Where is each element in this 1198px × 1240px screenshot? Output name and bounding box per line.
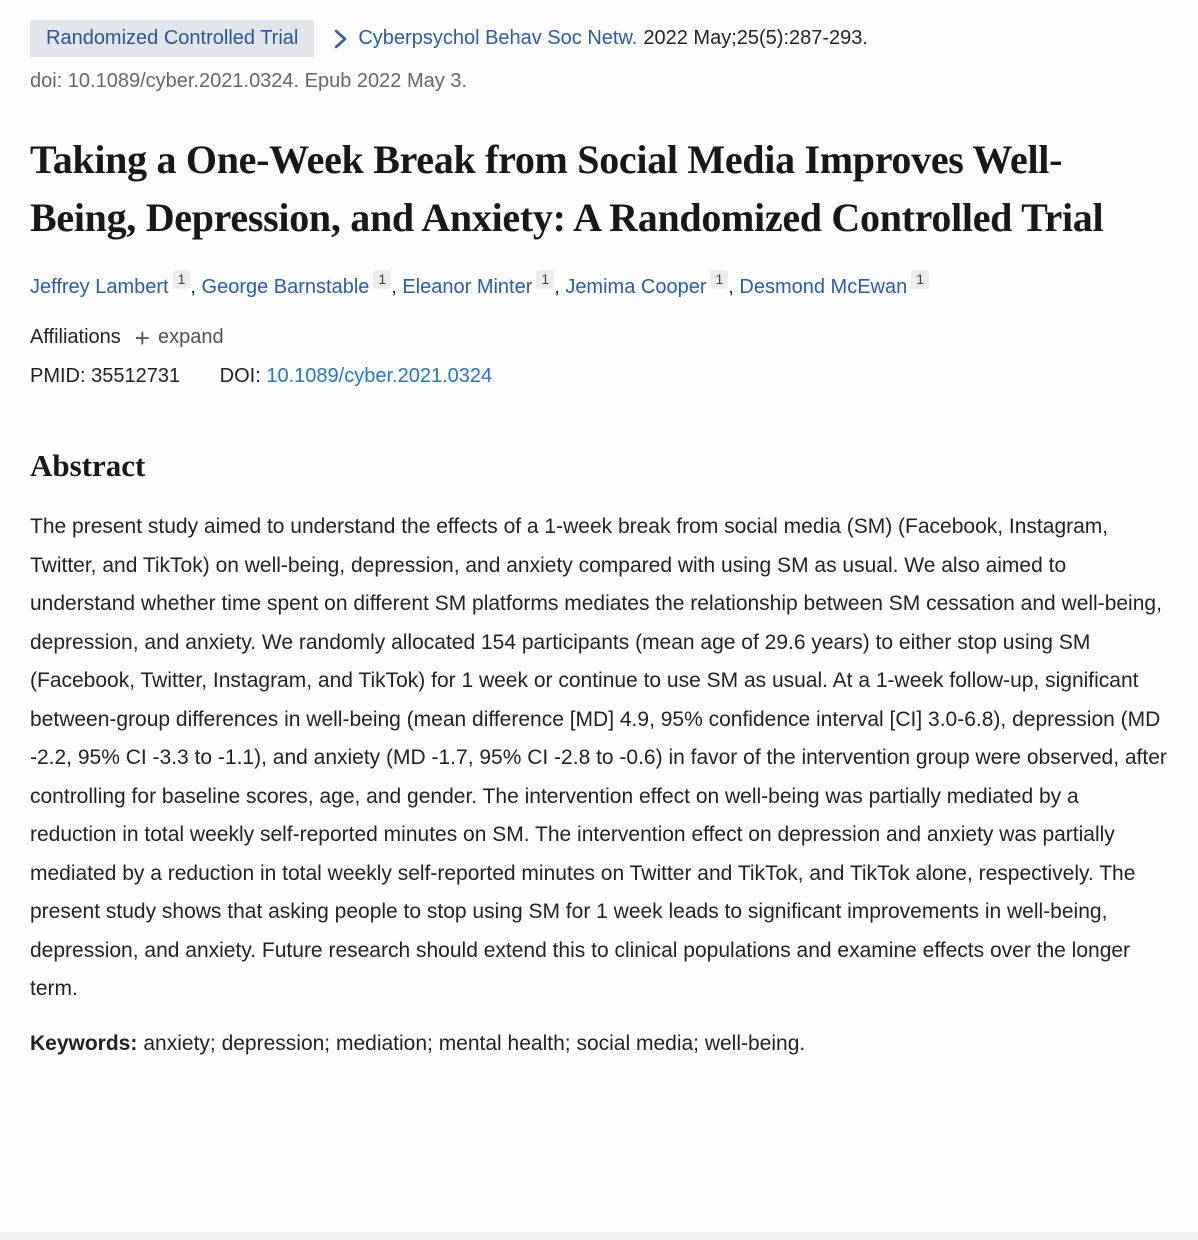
affiliation-superscript[interactable]: 1 <box>173 270 191 289</box>
author-link[interactable]: Desmond McEwan <box>739 276 908 299</box>
affiliations-label: Affiliations <box>30 326 121 349</box>
citation-text: 2022 May;25(5):287-293. <box>643 27 868 49</box>
abstract-text: The present study aimed to understand the effects of a 1-week break from social media (SM) (Facebook, Instagram, Twitter, and TikTok) on well-being, depression, and anxiety compared with using SM as usual. We also aimed to understand whether time spent on different SM platforms mediates the relationship between SM cessation and well-being, depression, and anxiety. We randomly allocated 154 participants (mean age of 29.6 years) to either stop using SM (Facebook, Twitter, Instagram, and TikTok) for 1 week or continue to use SM as usual. At a 1-week follow-up, significant between-group differences in well-being (mean difference [MD] 4.9, 95% confidence interval [CI] 3.0-6.8), depression (MD -2.2, 95% CI -3.3 to -1.1), and anxiety (MD -1.7, 95% CI -2.8 to -0.6) in favor of the intervention group were observed, after controlling for baseline scores, age, and gender. The intervention effect on well-being was partially mediated by a reduction in total weekly self-reported minutes on SM. The intervention effect on depression and anxiety was partially mediated by a reduction in total weekly self-reported minutes on Twitter and TikTok, and TikTok alone, respectively. The present study shows that asking people to stop using SM for 1 week leads to significant improvements in well-being, depression, and anxiety. Future research should extend this to clinical populations and examine effects over the longer term. <box>30 515 1167 1001</box>
author-link[interactable]: Jemima Cooper <box>565 276 707 299</box>
doi-link[interactable]: 10.1089/cyber.2021.0324 <box>266 365 493 388</box>
keywords-row <box>30 1029 1168 1059</box>
publication-type-badge: Randomized Controlled Trial <box>30 20 314 57</box>
doi-epub-line: doi: 10.1089/cyber.2021.0324. Epub 2022 May 3. <box>30 70 468 92</box>
expand-label: expand <box>157 326 224 349</box>
plus-icon: + <box>134 322 150 353</box>
affiliation-superscript[interactable]: 1 <box>710 270 728 289</box>
author-separator: , <box>391 276 403 299</box>
author-link[interactable]: George Barnstable <box>201 276 370 299</box>
affiliation-superscript[interactable]: 1 <box>911 270 929 289</box>
next-section-edge <box>0 1232 1198 1240</box>
author-link[interactable]: Jeffrey Lambert <box>30 276 169 299</box>
keywords-value: anxiety; depression; mediation; mental health; social media; well-being. <box>143 1031 806 1055</box>
identifiers-row <box>30 362 1168 390</box>
keywords-label: Keywords: <box>30 1031 138 1055</box>
affiliations-row <box>30 322 1168 353</box>
author-separator: , <box>728 276 740 299</box>
affiliation-superscript[interactable]: 1 <box>536 270 554 289</box>
expand-affiliations-button[interactable] <box>134 322 224 353</box>
abstract-heading: Abstract <box>30 448 146 484</box>
citation-row <box>30 20 1168 57</box>
chevron-right-icon <box>332 28 348 50</box>
affiliation-superscript[interactable]: 1 <box>373 270 391 289</box>
pmid-label: PMID: <box>30 365 86 388</box>
doi-label: DOI: <box>219 365 261 388</box>
page-title: Taking a One-Week Break from Social Media Improves Well-Being, Depression, and Anxiety: A Randomized Controlled Trial <box>30 137 1104 240</box>
journal-link[interactable]: Cyberpsychol Behav Soc Netw. <box>358 27 638 49</box>
author-link[interactable]: Eleanor Minter <box>402 276 533 299</box>
author-separator: , <box>190 276 202 299</box>
pmid-value: 35512731 <box>91 365 181 388</box>
author-separator: , <box>554 276 566 299</box>
authors-row <box>30 272 1168 302</box>
